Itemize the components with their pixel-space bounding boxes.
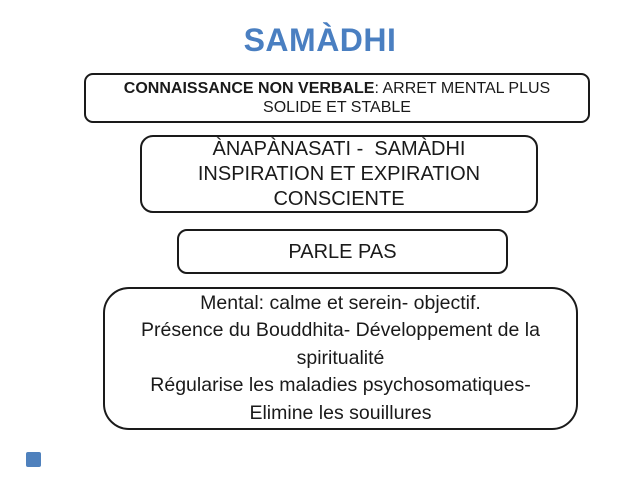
slide-marker-square: [26, 452, 41, 467]
mental-line3-text: spiritualité: [296, 346, 385, 369]
anapanasati-line3-text: CONSCIENTE: [273, 187, 405, 210]
connaissance-line1-rest-text: : ARRET MENTAL PLUS: [374, 80, 551, 97]
mental-line4-text: Régularise les maladies psychosomatiques-: [150, 374, 531, 397]
slide-title: SAMÀDHI: [243, 22, 397, 58]
mental-line2-text: Présence du Bouddhita- Développement de la: [141, 319, 540, 342]
connaissance-line1: [124, 79, 550, 98]
box-mental-effects: [103, 287, 578, 430]
mental-line1-text: Mental: calme et serein- objectif.: [200, 291, 481, 314]
box-parle-pas: [177, 229, 508, 274]
anapanasati-line2-text: INSPIRATION ET EXPIRATION: [197, 162, 481, 185]
connaissance-line2-text: SOLIDE ET STABLE: [263, 99, 411, 116]
parle-pas-text: PARLE PAS: [288, 240, 397, 263]
anapanasati-line1-text: ÀNAPÀNASATI - SAMÀDHI: [212, 137, 466, 160]
box-connaissance-non-verbale: [84, 73, 590, 123]
connaissance-line1-bold-text: CONNAISSANCE NON VERBALE: [123, 80, 375, 97]
box-anapanasati-samadhi: [140, 135, 538, 213]
mental-line5-text: Elimine les souillures: [249, 401, 432, 424]
